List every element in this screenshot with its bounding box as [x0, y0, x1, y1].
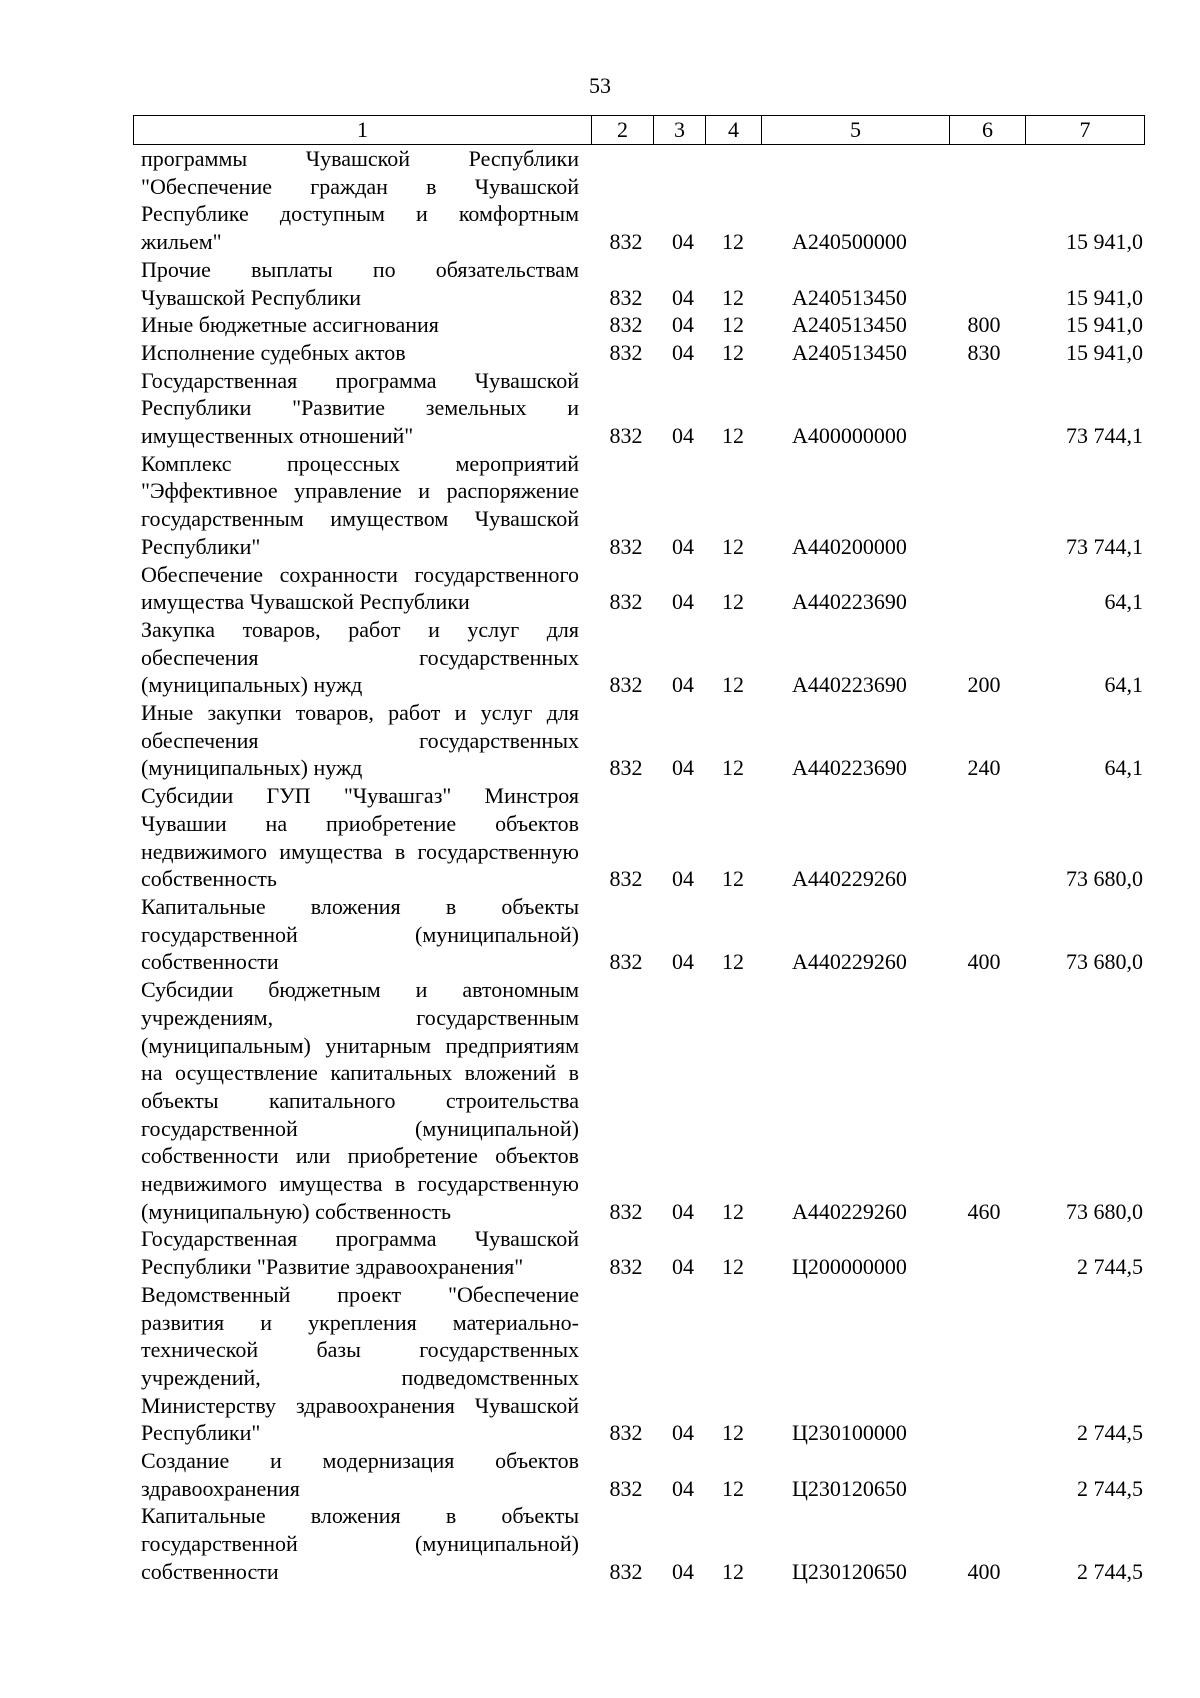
table-header: [133, 115, 1145, 145]
row-description: Субсидии бюджетным и автономным учреждениям, государственным (муниципальным) унитарным предприятиям на осуществление капитальных вложений в объекты капитального строительства государственной (муниципальной) собственности или приобретение объектов недвижимого имущества в государственную (муниципальную) собственность: [141, 977, 579, 1224]
cell-ministry-code: 832: [609, 1475, 643, 1501]
table-row: [141, 1447, 1143, 1502]
cell-target-item-code: А440223690: [792, 672, 907, 698]
cell-amount: 2 744,5: [1077, 1420, 1143, 1446]
table-row: [141, 1281, 1143, 1447]
table-row: [141, 1502, 1143, 1585]
column-header-2: 2: [591, 116, 653, 144]
cell-ministry-code: 832: [609, 312, 643, 338]
cell-ministry-code: 832: [609, 949, 643, 975]
cell-ministry-code: 832: [609, 866, 643, 892]
cell-target-item-code: А440223690: [792, 755, 907, 781]
cell-section-code: 04: [672, 1254, 694, 1280]
table-row: [141, 616, 1143, 699]
cell-subsection-code: 12: [722, 1475, 744, 1501]
cell-target-item-code: А240513450: [792, 339, 907, 365]
row-description: Государственная программа Чувашской Республики "Развитие здравоохранения": [141, 1226, 579, 1280]
cell-target-item-code: А240513450: [792, 284, 907, 310]
cell-target-item-code: А440223690: [792, 589, 907, 615]
cell-amount: 73 680,0: [1066, 949, 1143, 975]
cell-amount: 64,1: [1104, 755, 1143, 781]
table-row: [141, 256, 1143, 311]
cell-ministry-code: 832: [609, 589, 643, 615]
cell-ministry-code: 832: [609, 229, 643, 255]
cell-amount: 64,1: [1104, 589, 1143, 615]
cell-subsection-code: 12: [722, 589, 744, 615]
cell-section-code: 04: [672, 1475, 694, 1501]
cell-amount: 73 680,0: [1066, 1198, 1143, 1224]
table-row: [141, 450, 1143, 561]
cell-target-item-code: Ц230120650: [792, 1558, 907, 1584]
cell-expense-type-code: 240: [967, 755, 1001, 781]
cell-section-code: 04: [672, 423, 694, 449]
cell-ministry-code: 832: [609, 339, 643, 365]
row-description: Закупка товаров, работ и услуг для обеспечения государственных (муниципальных) нужд: [141, 616, 579, 698]
row-description: Иные бюджетные ассигнования: [141, 312, 439, 338]
cell-target-item-code: А440229260: [792, 866, 907, 892]
table-row: [141, 311, 1143, 339]
cell-target-item-code: А400000000: [792, 423, 907, 449]
cell-target-item-code: А440229260: [792, 949, 907, 975]
table-row: [141, 782, 1143, 893]
cell-subsection-code: 12: [722, 1558, 744, 1584]
cell-section-code: 04: [672, 949, 694, 975]
cell-subsection-code: 12: [722, 284, 744, 310]
table-row: [141, 561, 1143, 616]
cell-target-item-code: А440229260: [792, 1198, 907, 1224]
cell-amount: 15 941,0: [1066, 229, 1143, 255]
cell-subsection-code: 12: [722, 755, 744, 781]
cell-amount: 15 941,0: [1066, 284, 1143, 310]
cell-subsection-code: 12: [722, 229, 744, 255]
cell-target-item-code: Ц230120650: [792, 1475, 907, 1501]
cell-section-code: 04: [672, 1558, 694, 1584]
cell-amount: 2 744,5: [1077, 1254, 1143, 1280]
table-body: [141, 145, 1143, 1586]
cell-subsection-code: 12: [722, 339, 744, 365]
cell-expense-type-code: 200: [967, 672, 1001, 698]
cell-amount: 64,1: [1104, 672, 1143, 698]
cell-section-code: 04: [672, 755, 694, 781]
cell-target-item-code: А440200000: [792, 533, 907, 559]
cell-subsection-code: 12: [722, 1420, 744, 1446]
cell-section-code: 04: [672, 866, 694, 892]
table-row: [141, 1225, 1143, 1280]
cell-ministry-code: 832: [609, 284, 643, 310]
table-row: [141, 976, 1143, 1225]
row-description: Обеспечение сохранности государственного имущества Чувашской Республики: [141, 561, 579, 615]
row-description: Комплекс процессных мероприятий "Эффективное управление и распоряжение государственным имуществом Чувашской Республики": [141, 450, 579, 559]
row-description: Государственная программа Чувашской Республики "Развитие земельных и имущественных отношений": [141, 367, 579, 449]
cell-ministry-code: 832: [609, 533, 643, 559]
page-number: 53: [589, 73, 611, 98]
cell-subsection-code: 12: [722, 949, 744, 975]
cell-expense-type-code: 400: [967, 1558, 1001, 1584]
column-header-6: 6: [949, 116, 1025, 144]
table-row: [141, 893, 1143, 976]
cell-ministry-code: 832: [609, 672, 643, 698]
table-row: [141, 699, 1143, 782]
cell-target-item-code: Ц230100000: [792, 1420, 907, 1446]
row-description: программы Чувашской Республики "Обеспечение граждан в Чувашской Республике доступным и комфортным жильем": [141, 146, 579, 255]
row-description: Создание и модернизация объектов здравоохранения: [141, 1448, 579, 1501]
cell-section-code: 04: [672, 533, 694, 559]
cell-amount: 73 744,1: [1066, 423, 1143, 449]
cell-amount: 15 941,0: [1066, 339, 1143, 365]
cell-section-code: 04: [672, 312, 694, 338]
cell-section-code: 04: [672, 229, 694, 255]
row-description: Иные закупки товаров, работ и услуг для обеспечения государственных (муниципальных) нужд: [141, 700, 579, 781]
cell-amount: 15 941,0: [1066, 312, 1143, 338]
cell-target-item-code: А240500000: [792, 229, 907, 255]
row-description: Капитальные вложения в объекты государственной (муниципальной) собственности: [141, 893, 579, 975]
cell-subsection-code: 12: [722, 866, 744, 892]
cell-target-item-code: А240513450: [792, 312, 907, 338]
cell-expense-type-code: 830: [967, 339, 1001, 365]
row-description: Исполнение судебных актов: [141, 339, 406, 365]
cell-subsection-code: 12: [722, 312, 744, 338]
cell-subsection-code: 12: [722, 423, 744, 449]
cell-expense-type-code: 460: [967, 1198, 1001, 1224]
cell-subsection-code: 12: [722, 672, 744, 698]
cell-section-code: 04: [672, 589, 694, 615]
row-description: Капитальные вложения в объекты государственной (муниципальной) собственности: [141, 1503, 579, 1584]
cell-section-code: 04: [672, 339, 694, 365]
cell-amount: 73 680,0: [1066, 866, 1143, 892]
cell-ministry-code: 832: [609, 423, 643, 449]
cell-expense-type-code: 400: [967, 949, 1001, 975]
cell-amount: 73 744,1: [1066, 533, 1143, 559]
column-header-3: 3: [653, 116, 705, 144]
cell-ministry-code: 832: [609, 1198, 643, 1224]
column-header-4: 4: [705, 116, 761, 144]
cell-section-code: 04: [672, 1420, 694, 1446]
cell-ministry-code: 832: [609, 1254, 643, 1280]
cell-amount: 2 744,5: [1077, 1475, 1143, 1501]
column-header-7: 7: [1025, 116, 1144, 144]
cell-subsection-code: 12: [722, 1198, 744, 1224]
table-row: [141, 367, 1143, 450]
cell-amount: 2 744,5: [1077, 1558, 1143, 1584]
cell-section-code: 04: [672, 672, 694, 698]
cell-ministry-code: 832: [609, 1420, 643, 1446]
cell-target-item-code: Ц200000000: [792, 1254, 907, 1280]
cell-section-code: 04: [672, 1198, 694, 1224]
cell-ministry-code: 832: [609, 755, 643, 781]
row-description: Прочие выплаты по обязательствам Чувашской Республики: [141, 256, 579, 310]
column-header-1: 1: [357, 117, 368, 142]
cell-expense-type-code: 800: [967, 312, 1001, 338]
table-row: [141, 145, 1143, 256]
cell-subsection-code: 12: [722, 533, 744, 559]
cell-subsection-code: 12: [722, 1254, 744, 1280]
column-header-5: 5: [761, 116, 949, 144]
row-description: Ведомственный проект "Обеспечение развития и укрепления материально-технической базы государственных учреждений, подведомственных Министерству здравоохранения Чувашской Республики": [141, 1281, 579, 1446]
cell-ministry-code: 832: [609, 1558, 643, 1584]
table-row: [141, 339, 1143, 367]
cell-section-code: 04: [672, 284, 694, 310]
row-description: Субсидии ГУП "Чувашгаз" Минстроя Чувашии на приобретение объектов недвижимого имущества в государственную собственность: [141, 783, 579, 892]
